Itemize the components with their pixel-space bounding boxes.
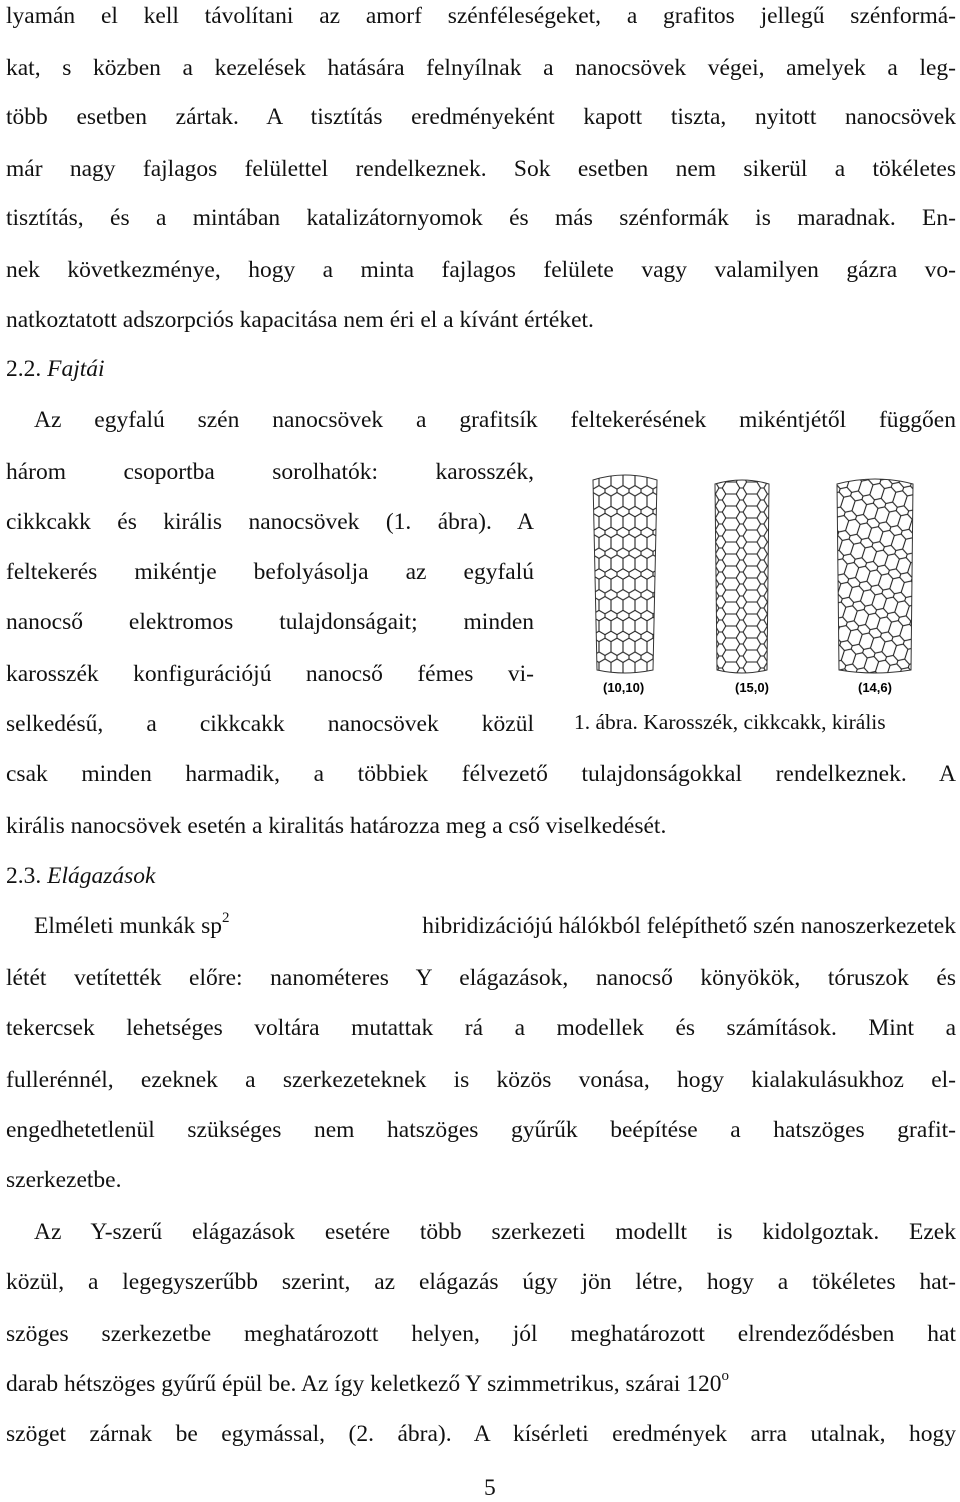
text-line: szerkezetbe. — [6, 1167, 122, 1193]
text-line: Az egyfalú szén nanocsövek a grafitsík feltekerésének mikéntjétől függően — [34, 407, 956, 433]
text-line: csak minden harmadik, a többiek félvezető tulajdonságokkal rendelkeznek. A — [6, 761, 956, 787]
text-line: szöges szerkezetbe meghatározott helyen, jól meghatározott elrendeződésben hat — [6, 1321, 956, 1347]
superscript: 2 — [221, 910, 230, 926]
nanotube-figure — [575, 470, 960, 730]
text-line: karosszék konfigurációjú nanocső fémes vi- — [6, 661, 534, 687]
section-title: Elágazások — [47, 863, 156, 889]
text-line — [6, 1370, 956, 1401]
text-line: három csoportba sorolhatók: karosszék, — [6, 459, 534, 485]
section-heading-2-3 — [6, 862, 155, 890]
text-line: cikkcakk és királis nanocsövek (1. ábra). A — [6, 509, 534, 535]
text-line: tisztítás, és a mintában katalizátornyomok és más szénformák is maradnak. En- — [6, 205, 956, 231]
text-line: nanocső elektromos tulajdonságait; minden — [6, 609, 534, 635]
text-line: tekercsek lehetséges voltára mutattak rá a modellek és számítások. Mint a — [6, 1015, 956, 1041]
text-line: több esetben zártak. A tisztítás eredményeként kapott tiszta, nyitott nanocsövek — [6, 104, 956, 130]
tube-label-armchair: (10,10) — [603, 680, 645, 695]
text-line: közül, a legegyszerűbb szerint, az elágazás úgy jön létre, hogy a tökéletes hat- — [6, 1269, 956, 1295]
text-span: darab hétszöges gyűrű épül be. Az így keletkező Y szimmetrikus, szárai 120 — [6, 1371, 722, 1397]
para-start — [34, 912, 229, 943]
section-title: Fajtái — [47, 356, 105, 382]
section-number: 2.2. — [6, 356, 42, 382]
text-line: szöget zárnak be egymással, (2. ábra). A kísérleti eredmények arra utalnak, hogy — [6, 1421, 956, 1447]
text-line: kat, s közben a kezelések hatására felnyílnak a nanocsövek végei, amelyek a leg- — [6, 55, 956, 81]
text-line: már nagy fajlagos felülettel rendelkeznek. Sok esetben nem sikerül a tökéletes — [6, 156, 956, 182]
text-line — [34, 912, 956, 943]
text-line: királis nanocsövek esetén a kiralitás határozza meg a cső viselkedését. — [6, 813, 667, 839]
tube-label-chiral: (14,6) — [858, 680, 892, 695]
text-line: létét vetítették előre: nanométeres Y elágazások, nanocső könyökök, tóruszok és — [6, 965, 956, 991]
figure-caption: 1. ábra. Karosszék, cikkcakk, királis — [574, 710, 886, 734]
text-line: feltekerés mikéntje befolyásolja az egyfalú — [6, 559, 534, 585]
superscript: o — [721, 1368, 729, 1384]
page-number: 5 — [484, 1475, 496, 1501]
text-span: hibridizációjú hálókból felépíthető szén nanoszerkezetek — [422, 913, 956, 939]
text-line: fullerénnél, ezeknek a szerkezeteknek is közös vonása, hogy kialakulásukhoz el- — [6, 1067, 956, 1093]
tube-label-zigzag: (15,0) — [735, 680, 769, 695]
text-line: nek következménye, hogy a minta fajlagos felülete vagy valamilyen gázra vo- — [6, 257, 956, 283]
text-span: Elméleti munkák sp — [34, 913, 222, 939]
text-line: engedhetetlenül szükséges nem hatszöges gyűrűk beépítése a hatszöges grafit- — [6, 1117, 956, 1143]
text-line: lyamán el kell távolítani az amorf szénféleségeket, a grafitos jellegű szénformá- — [6, 3, 956, 29]
text-line: selkedésű, a cikkcakk nanocsövek közül — [6, 711, 534, 737]
zigzag-nanotube — [715, 480, 769, 673]
section-number: 2.3. — [6, 863, 42, 889]
chiral-nanotube — [837, 479, 913, 673]
armchair-nanotube — [593, 475, 657, 673]
text-line: natkoztatott adszorpciós kapacitása nem éri el a kívánt értéket. — [6, 307, 594, 333]
text-line: Az Y-szerű elágazások esetére több szerkezeti modellt is kidolgoztak. Ezek — [34, 1219, 956, 1245]
section-heading-2-2 — [6, 355, 105, 383]
